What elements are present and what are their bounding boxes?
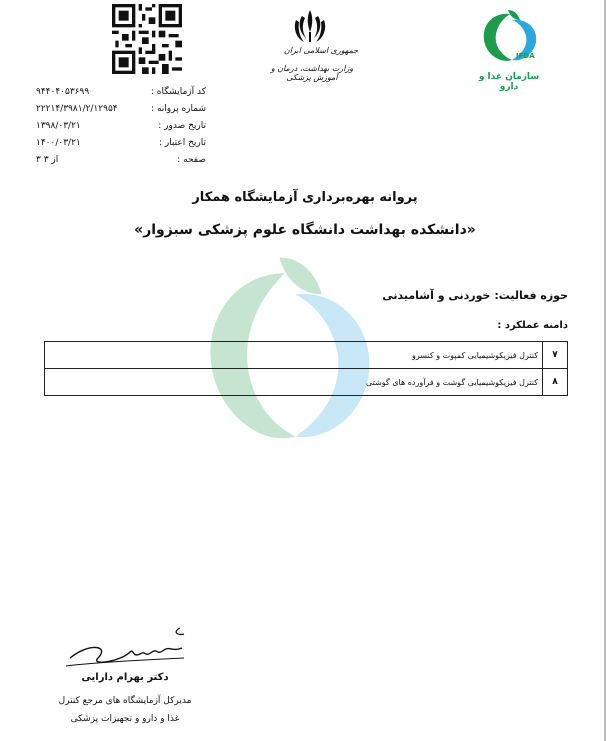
- ifda-label: IFDA: [516, 52, 535, 60]
- signer-role-1: مدیرکل آزمایشگاه های مرجع کنترل: [58, 696, 192, 706]
- meta-label: شماره پروانه :: [151, 104, 206, 114]
- meta-label: تاریخ صدور :: [158, 121, 206, 131]
- signer-name: دکتر بهرام دارایی: [81, 672, 169, 683]
- meta-row: [36, 101, 206, 118]
- iran-emblem-icon: [290, 6, 330, 46]
- ifda-logo-icon: [472, 8, 548, 68]
- signature-icon: [60, 622, 190, 672]
- meta-value: ۲۲۲۱۴/۳۹۸۱/۲/۱۲۹۵۴: [36, 104, 118, 114]
- emblem-caption-2: وزارت بهداشت، درمان و آموزش پزشکی: [270, 64, 354, 82]
- row-number: ۷: [543, 342, 568, 369]
- meta-value: ۹۴۴۰۴۰۵۳۶۹۹: [36, 87, 90, 97]
- row-number: ۸: [543, 369, 568, 396]
- row-description: کنترل فیزیکوشیمیایی کمپوت و کنسرو: [45, 342, 543, 369]
- license-meta: [36, 84, 206, 169]
- document-subtitle: «دانشکده بهداشت دانشگاه علوم پزشکی سبزوار»: [134, 222, 476, 238]
- performance-domain-label: دامنه عملکرد :: [497, 320, 568, 331]
- document-title: پروانه بهره‌برداری آزمایشگاه همکار: [192, 190, 418, 205]
- activity-scope-label: حوزه فعالیت:: [494, 289, 568, 302]
- signer-role-2: غذا و دارو و تجهیزات پزشکی: [70, 714, 180, 724]
- meta-row: [36, 152, 206, 169]
- meta-row: [36, 118, 206, 135]
- performance-table: [44, 341, 568, 396]
- meta-row: [36, 135, 206, 152]
- ifda-caption: سازمان غذا و دارو: [478, 72, 540, 92]
- emblem-caption-1: جمهوری اسلامی ایران: [283, 46, 359, 55]
- meta-value: ۳ از ۳: [36, 155, 59, 165]
- activity-scope-value: خوردنی و آشامیدنی: [382, 289, 491, 302]
- table-row: [45, 369, 568, 396]
- table-row: [45, 342, 568, 369]
- meta-label: تاریخ اعتبار :: [158, 138, 206, 148]
- activity-scope: [382, 289, 568, 302]
- meta-value: ۱۴۰۰/۰۳/۲۱: [36, 138, 81, 148]
- meta-label: صفحه :: [177, 155, 206, 165]
- meta-value: ۱۳۹۸/۰۳/۲۱: [36, 121, 81, 131]
- qr-code-icon: [112, 4, 182, 74]
- row-description: کنترل فیزیکوشیمیایی گوشت و فرآورده های گوشتی: [45, 369, 543, 396]
- meta-row: [36, 84, 206, 101]
- meta-label: کد آزمایشگاه :: [150, 87, 206, 97]
